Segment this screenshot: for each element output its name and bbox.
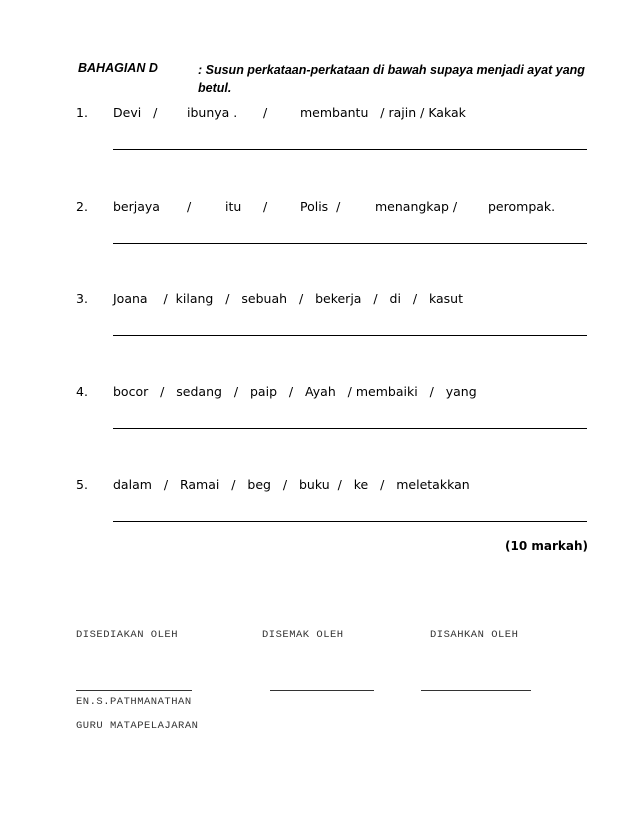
question-word: Joana / kilang / sebuah / bekerja / di / kasut [113, 291, 463, 306]
instruction-text: : Susun perkataan-perkataan di bawah supaya menjadi ayat yang betul. [198, 63, 585, 95]
question-word: Devi / [113, 105, 158, 120]
question-number: 4. [76, 384, 88, 399]
question-word: perompak. [488, 199, 556, 214]
question-word: / [263, 105, 268, 120]
answer-line[interactable] [113, 521, 587, 522]
question-number: 2. [76, 199, 88, 214]
question-word: menangkap / [375, 199, 458, 214]
prepared-by-label: DISEDIAKAN OLEH [76, 629, 179, 641]
signature-line-approved[interactable] [421, 690, 531, 691]
marks-label: (10 markah) [505, 539, 588, 553]
question-word: itu [225, 199, 242, 214]
approved-by-label: DISAHKAN OLEH [430, 629, 519, 641]
teacher-name: EN.S.PATHMANATHAN [76, 696, 192, 708]
question-word: / [187, 199, 192, 214]
answer-line[interactable] [113, 428, 587, 429]
question-number: 3. [76, 291, 88, 306]
section-label: BAHAGIAN D [78, 61, 158, 75]
question-word: berjaya [113, 199, 160, 214]
question-word: / [263, 199, 268, 214]
signature-line-checked[interactable] [270, 690, 374, 691]
teacher-role: GURU MATAPELAJARAN [76, 720, 199, 732]
answer-line[interactable] [113, 243, 587, 244]
answer-line[interactable] [113, 335, 587, 336]
question-number: 1. [76, 105, 88, 120]
answer-line[interactable] [113, 149, 587, 150]
question-number: 5. [76, 477, 88, 492]
question-word: membantu / rajin / Kakak [300, 105, 466, 120]
question-word: ibunya . [187, 105, 238, 120]
checked-by-label: DISEMAK OLEH [262, 629, 344, 641]
question-word: Polis / [300, 199, 341, 214]
question-word: bocor / sedang / paip / Ayah / membaiki / yang [113, 384, 477, 399]
question-word: dalam / Ramai / beg / buku / ke / meletakkan [113, 477, 470, 492]
signature-line-prepared[interactable] [76, 690, 192, 691]
